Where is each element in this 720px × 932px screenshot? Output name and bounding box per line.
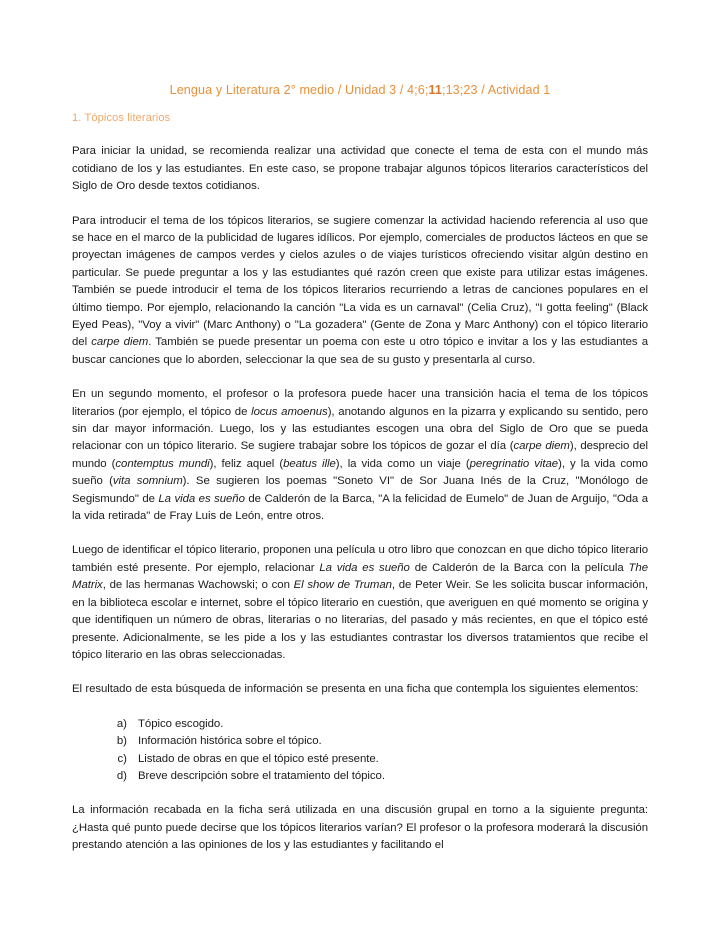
page-title-highlighted-unit: 11 bbox=[428, 83, 442, 97]
page-title-prefix: Lengua y Literatura 2° medio / Unidad 3 / 4;6; bbox=[169, 83, 429, 97]
section-heading: 1. Tópicos literarios bbox=[72, 112, 171, 125]
page-title-suffix: ;13;23 / Actividad 1 bbox=[441, 83, 551, 97]
list-item: c. Listado de obras en que el tópico esté presente. bbox=[130, 751, 648, 768]
ficha-elements-list bbox=[72, 699, 648, 786]
paragraph-segundo-momento: En un segundo momento, el profesor o la profesora puede hacer una transición hacia el tema de los tópicos literarios (por ejemplo, el tópico de locus amoenus), anotando algunos en la pizarra y explicando su sentido, pero sin dar mayor información. Luego, los y las estudiantes escogen una obra del Siglo de Oro que se pueda relacionar con un tópico literario. Se sugiere trabajar sobre los tópicos de gozar el día (carpe diem), desprecio del mundo (contemptus mundi), feliz aquel (beatus ille), la vida como un viaje (peregrinatio vitae), y la vida como sueño (vita somnium). Se sugieren los poemas "Soneto VI" de Sor Juana Inés de la Cruz, "Monólogo de Segismundo" de La vida es sueño de Calderón de la Barca, "A la felicidad de Eumelo" de Juan de Arguijo, "Oda a la vida retirada" de Fray Luis de León, entre otros. bbox=[72, 388, 649, 523]
paragraph-resultado-busqueda: El resultado de esta búsqueda de información se presenta en una ficha que contempla los siguientes elementos: bbox=[72, 683, 639, 696]
list-item: a. Tópico escogido. bbox=[130, 716, 648, 733]
paragraph-identificar-topico: Luego de identificar el tópico literario, proponen una película u otro libro que conozcan en que dicho tópico literario también esté presente. Por ejemplo, relacionar La vida es sueño de Calderón de la Barca con la película The Matrix, de las hermanas Wachowski; o con El show de Truman, de Peter Weir. Se les solicita buscar información, en la biblioteca escolar e internet, sobre el tópico literario en cuestión, que averiguen en qué momento se origina y que identifiquen un número de obras, literarias o no literarias, del pasado y más recientes, en que el tópico esté presente. Adicionalmente, se les pide a los y las estudiantes contrastar los diversos tratamientos que recibe el tópico literario en las obras seleccionadas. bbox=[72, 544, 648, 661]
list-item: d. Breve descripción sobre el tratamiento del tópico. bbox=[130, 768, 648, 785]
list-item: b. Información histórica sobre el tópico. bbox=[130, 733, 648, 750]
paragraph-introduccion-topicos: Para introducir el tema de los tópicos literarios, se sugiere comenzar la actividad haciendo referencia al uso que se hace en el marco de la publicidad de lugares idílicos. Por ejemplo, comerciales de productos lácteos en que se proyectan imágenes de campos verdes y cielos azules o de viajes turísticos ofreciendo visitar algún destino en particular. Se puede preguntar a los y las estudiantes qué razón creen que existe para utilizar estas imágenes. También se puede introducir el tema de los tópicos literarios recurriendo a letras de canciones populares en el último tiempo. Por ejemplo, relacionando la canción "La vida es un carnaval" (Celia Cruz), "I gotta feeling" (Black Eyed Peas), "Voy a vivir" (Marc Anthony) o "La gozadera" (Gente de Zona y Marc Anthony) con el tópico literario del carpe diem. También se puede presentar un poema con este u otro tópico e invitar a los y las estudiantes a buscar canciones que lo aborden, seleccionar la que sea de su gusto y presentarla al curso. bbox=[72, 214, 648, 366]
page-title bbox=[72, 0, 648, 98]
paragraph-intro: Para iniciar la unidad, se recomienda realizar una actividad que conecte el tema de esta con el mundo más cotidiano de los y las estudiantes. En este caso, se propone trabajar algunos tópicos literarios característicos del Siglo de Oro desde textos cotidianos. bbox=[72, 145, 648, 193]
paragraph-discusion-grupal: La información recabada en la ficha será utilizada en una discusión grupal en torno a la siguiente pregunta: ¿Hasta qué punto puede decirse que los tópicos literarios varían? El profesor o la profesora moderará la discusión prestando atención a las opiniones de los y las estudiantes y facilitando el bbox=[72, 804, 648, 852]
